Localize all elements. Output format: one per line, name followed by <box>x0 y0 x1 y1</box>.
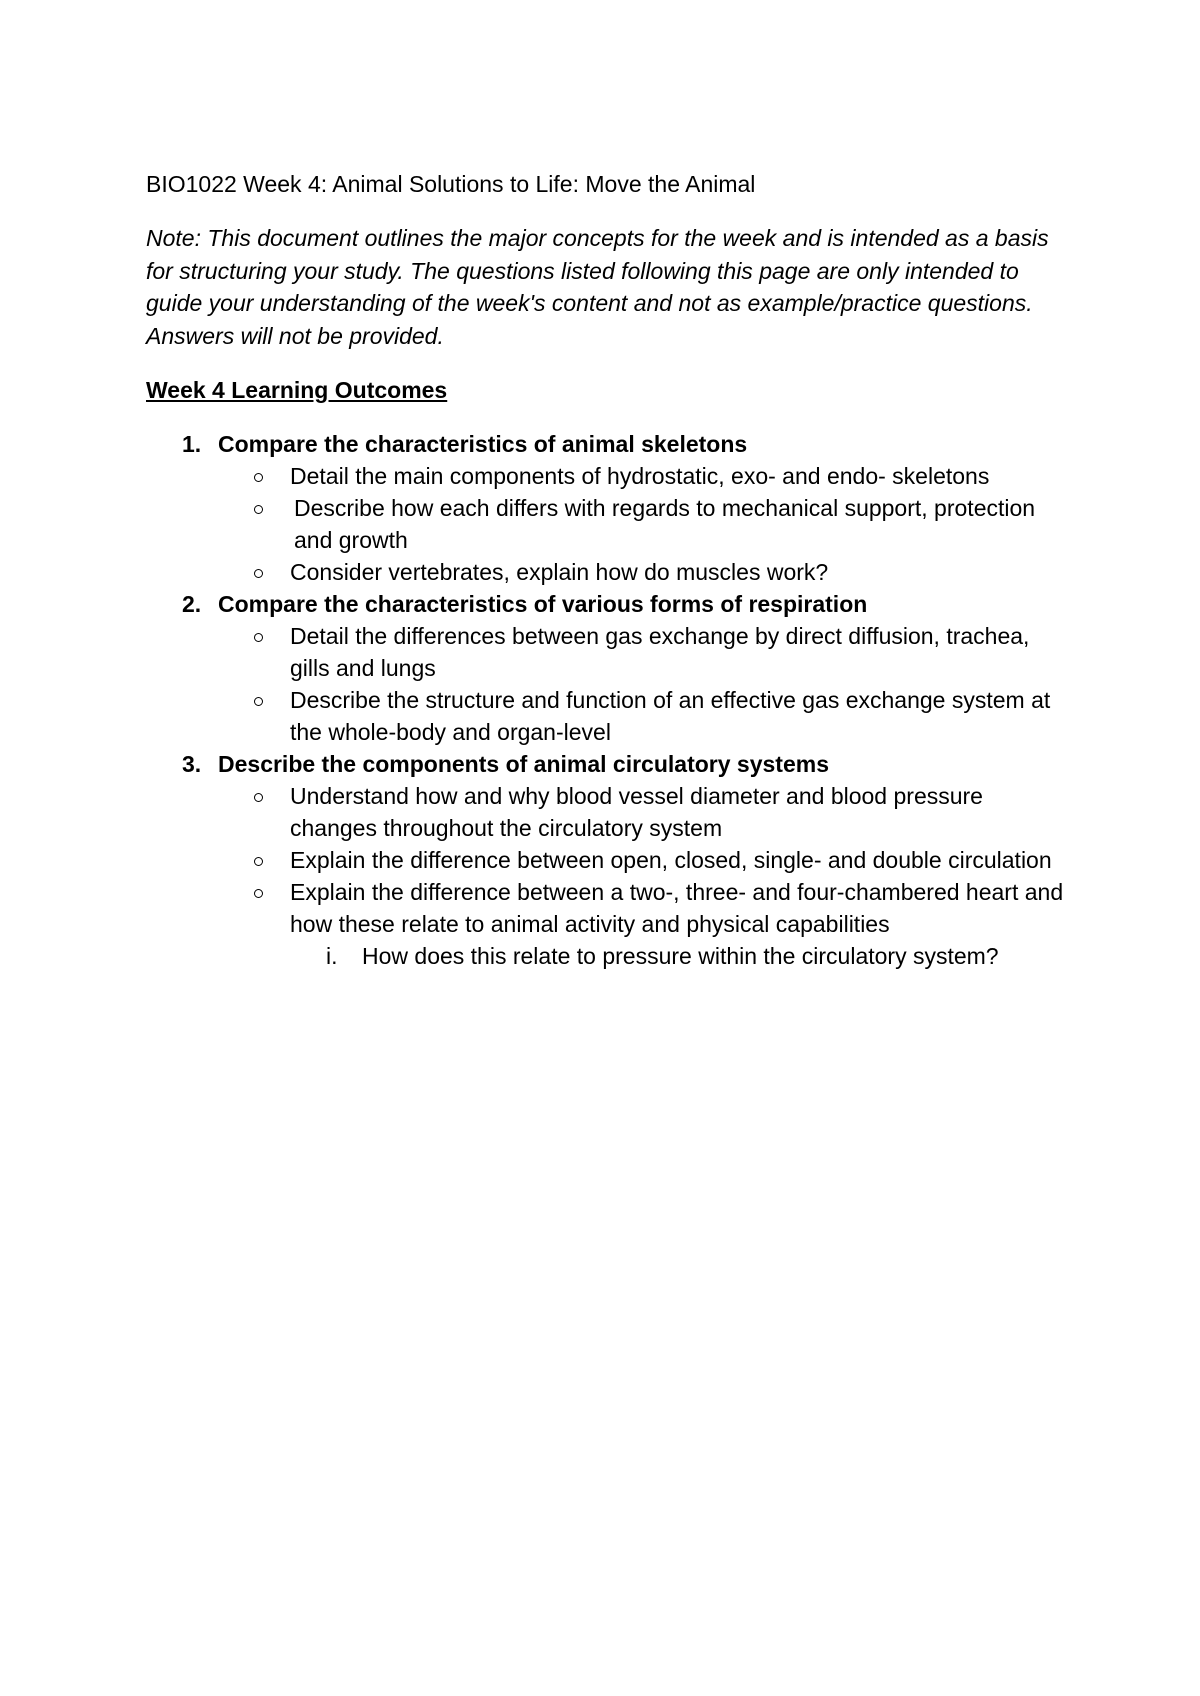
hollow-circle-bullet-icon <box>254 633 263 642</box>
outcome-title: Compare the characteristics of animal skeletons <box>218 431 748 457</box>
outcome-number: 1. <box>182 431 202 457</box>
outcome-title: Compare the characteristics of various forms of respiration <box>218 591 868 617</box>
hollow-circle-bullet-icon <box>254 793 263 802</box>
hollow-circle-bullet-icon <box>254 505 263 514</box>
study-note: Note: This document outlines the major concepts for the week and is intended as a basis for structuring your study. The questions listed following this page are only intended to guide your understanding of the week's content and not as example/practice questions. Answers will not be provided. <box>146 225 1049 349</box>
hollow-circle-bullet-icon <box>254 889 263 898</box>
list-item <box>218 844 1066 876</box>
outcome-1 <box>146 428 1066 588</box>
list-item <box>218 876 1066 972</box>
hollow-circle-bullet-icon <box>254 473 263 482</box>
document-title: BIO1022 Week 4: Animal Solutions to Life: Move the Animal <box>146 171 756 197</box>
outcome-3 <box>146 748 1066 972</box>
list-item-text: Describe the structure and function of an effective gas exchange system at the whole-body and organ-level <box>290 687 1051 745</box>
list-item <box>218 684 1066 748</box>
hollow-circle-bullet-icon <box>254 569 263 578</box>
list-item-text: Detail the differences between gas exchange by direct diffusion, trachea, gills and lungs <box>290 623 1030 681</box>
outcome-number: 3. <box>182 751 202 777</box>
outcome-3-items <box>218 780 1066 972</box>
list-item <box>218 620 1066 684</box>
roman-list-item <box>290 940 1066 972</box>
list-item-text: Explain the difference between a two-, three- and four-chambered heart and how these relate to animal activity and physical capabilities <box>290 879 1064 937</box>
outcome-2-items <box>218 620 1066 748</box>
list-item <box>218 492 1066 556</box>
list-item <box>218 460 1066 492</box>
hollow-circle-bullet-icon <box>254 857 263 866</box>
hollow-circle-bullet-icon <box>254 697 263 706</box>
roman-list-item-text: How does this relate to pressure within the circulatory system? <box>362 943 999 969</box>
outcome-1-items <box>218 460 1066 588</box>
outcome-number: 2. <box>182 591 202 617</box>
outcome-2 <box>146 588 1066 748</box>
list-item <box>218 556 1066 588</box>
list-item-text: Explain the difference between open, closed, single- and double circulation <box>290 847 1052 873</box>
list-item <box>218 780 1066 844</box>
list-item-text: Understand how and why blood vessel diameter and blood pressure changes throughout the circulatory system <box>290 783 983 841</box>
list-item-text: Describe how each differs with regards to mechanical support, protection and growth <box>294 495 1036 553</box>
outcome-title: Describe the components of animal circulatory systems <box>218 751 829 777</box>
roman-numeral: i. <box>326 943 338 969</box>
list-item-text: Detail the main components of hydrostatic, exo- and endo- skeletons <box>290 463 990 489</box>
document-content <box>146 168 1066 972</box>
roman-sub-list <box>290 940 1066 972</box>
learning-outcomes-heading: Week 4 Learning Outcomes <box>146 377 448 403</box>
learning-outcomes-list <box>146 428 1066 972</box>
list-item-text: Consider vertebrates, explain how do muscles work? <box>290 559 829 585</box>
